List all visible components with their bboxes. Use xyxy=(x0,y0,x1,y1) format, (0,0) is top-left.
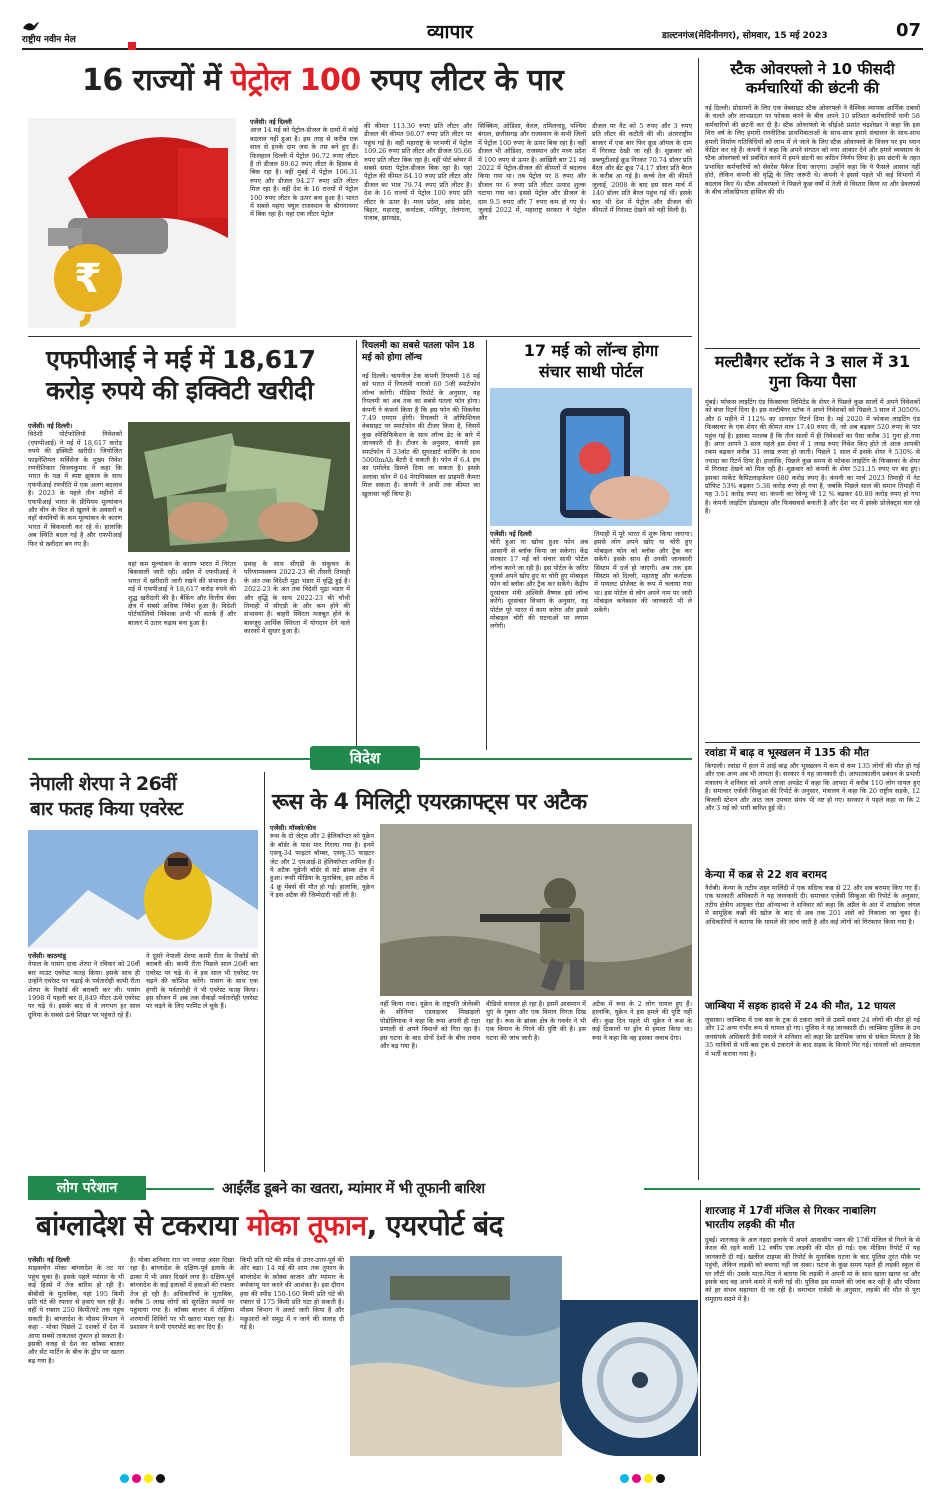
mocha-headline: बांग्लादेश से टकराया मोका तूफान, एयरपोर्ट बंद xyxy=(36,1209,504,1242)
sharjah-body: दुबई। शारजाह के अल नहदा इलाके में अपने आवासीय भवन की 17वीं मंजिल से गिरने के से केरल की रहने वाली 12 वर्षीय एक लड़की की मौत हो गई। एक मीडिया रिपोर्ट में यह जानकारी दी गई। खलीज टाइम्स की रिपोर्ट के मुताबिक घटना के बाद पुलिस तुरंत मौके पर पहुंची, लेकिन लड़की को बचाया नहीं जा सका। घटना के कुछ समय पहले ही लड़की स्कूल से घर लौटी थी। उसके माता-पिता ने बताया कि लड़की ने अपनी मां के साथ खाना खाया था और इसके बाद वह अपने कमरे में चली गई थी। पुलिस इस मामले की जांच कर रही है और परिवार को हर संभव सहायता दी जा रही है। समाचार एजेंसी के अनुसार, लड़की की मौत से पूरा समुदाय सदमे में है। xyxy=(705,1236,920,1303)
soldier-image xyxy=(380,824,692,996)
kenya-body: नैरोबी। केन्या के तटीय शहर मालिंदी में एक संदिग्ध कब्र से 22 और शव बरामद किए गए हैं। एक सरकारी अधिकारी ने यह जानकारी दी। समाचार एजेंसी सिन्हुआ की रिपोर्ट के अनुसार, तटीय क्षेत्रीय आयुक्त रोडा ओन्यान्चा ने शनिवार को कहा कि अप्रैल के अंत में शाखोला जंगल में सामूहिक कब्रों की खोज के बाद से अब तक 201 शवों को निकाला जा चुका है। अधिकारियों ने बताया कि मामले की जांच जारी है और कई लोगों को गिरफ्तार किया गया है। xyxy=(705,884,920,926)
videsh-label-text: विदेश xyxy=(349,749,381,767)
sharjah-divider xyxy=(700,1200,701,1456)
fpi-col-3: प्रवाह के साथ सीएडी के संकुचन के परिणामस्वरूप 2022-23 की तीसरी तिमाही के अंत तक विदेशी मुद्रा भंडार में वृद्धि हुई है। 2022-23 के अंत तक विदेशी मुद्रा भंडार में और वृद्धि के साथ 2022-23 की चौथी तिमाही में सीएडी के और कम होने की संभावना है। बाहरी स्थिरता मजबूत होने के बावजूद आर्थिक स्थिरता में योगदान देने वाले कारकों में सुधार हुआ है। xyxy=(244,560,350,636)
printer-color-marks-right xyxy=(620,1468,668,1487)
masthead xyxy=(22,18,922,48)
realme-divider-right xyxy=(486,340,487,750)
nepali-col-2: ने दूसरे नेपाली शेरपा कामी रीता के रिकॉर्ड की बराबरी की। कामी रीता पिछले साल 26वीं बार एवरेस्ट पर चढ़े थे। वे इस साल भी एवरेस्ट पर चढ़ने की कोशिश करेंगे। पासंग के साथ एक हंगरी के पर्वतारोही ने भी एवरेस्ट फतह किया। इस सीजन में अब तक सैकड़ों पर्वतारोही एवरेस्ट पर चढ़ने के लिए परमिट ले चुके हैं। xyxy=(146,952,258,1011)
zambia-headline: जाम्बिया में सड़क हादसे में 24 की मौत, 12 घायल xyxy=(705,1001,896,1012)
log-pareshan-label-text: लोग परेशान xyxy=(56,1180,118,1196)
masthead-red-accent xyxy=(128,42,136,50)
nepali-col-1: एजेंसी। काठमांडू नेपाल के पासंग दावा शेरपा ने रविवार को 26वीं बार माउंट एवरेस्ट फतह किया। इसके साथ ही उन्होंने एवरेस्ट पर चढ़ाई के पर्वतारोही कामी रीता शेरपा के रिकॉर्ड की बराबरी कर ली। पासंग 1998 में पहली बार 8,849 मीटर ऊंचे एवरेस्ट पर चढ़े थे। इसके बाद से वे लगभग हर साल दुनिया के सबसे ऊंचे शिखर पर पहुंचते रहे हैं। xyxy=(28,952,140,1019)
zambia-body: लुसाका। जाम्बिया में एक बस के ट्रक से टकरा जाने से उसमें सवार 24 लोगों की मौत हो गई और 12 अन्य गंभीर रूप से घायल हो गए। पुलिस ने यह जानकारी दी। जाम्बिया पुलिस के उप जनसंपर्क अधिकारी डैनी मवाले ने शनिवार को कहा कि प्रारंभिक जांच से संकेत मिलता है कि 35 यात्रियों से भरी बस ट्रक से टकराने के बाद सड़क के किनारे गिर गई। घायलों को अस्पताल में भर्ती कराया गया है। xyxy=(705,1016,920,1058)
russia-col-2: नहीं किया गया। यूक्रेन के राष्ट्रपति जेलेंस्की के सीनियर एडवाइजर मिखाइलो पोडोलियाक ने कहा कि रूस अपनी ही रक्षा प्रणाली से अपने विमानों को गिरा रहा है। इस घटना के बाद दोनों देशों के बीच तनाव और बढ़ गया है। xyxy=(380,1000,480,1051)
mocha-col-2: है। मोका शनिवार रात भर ज्यादा असर दिखा रहा है। बांग्लादेश के दक्षिण-पूर्व इलाके के ढाका में भी असर दिखने लगा है। दक्षिण-पूर्व बांग्लादेश के कई इलाकों में हवाओं की रफ्तार तेज हो रही है। अधिकारियों के मुताबिक, करीब 5 लाख लोगों को सुरक्षित स्थानों पर पहुंचाया गया है। कॉक्स बाजार में रोहिंग्या शरणार्थी शिविरों पर भी खतरा मंडरा रहा है। प्रशासन ने सभी एयरपोर्ट बंद कर दिए हैं। xyxy=(130,1256,234,1332)
dateline: डाल्टनगंज(मेदिनीनगर), सोमवार, 15 मई 2023 xyxy=(662,31,828,41)
petrol-divider xyxy=(28,336,692,337)
petrol-headline: 16 राज्यों में पेट्रोल 100 रुपए लीटर के पार xyxy=(82,63,564,98)
russia-col-4: अटैक में रूस के 2 लोग घायल हुए हैं। हालांकि, यूक्रेन ने इस हमले की पुष्टि नहीं की। कुछ दिन पहले भी यूक्रेन ने रूस के कई ठिकानों पर ड्रोन से हमला किया था। रूस ने कहा कि वह इसका जवाब देगा। xyxy=(592,1000,692,1042)
sharjah-headline: शारजाह में 17वीं मंजिल से गिरकर नाबालिग भारतीय लड़की की मौत xyxy=(705,1205,876,1231)
fpi-col-2: वहां कम मूल्यांकन के कारण भारत में निरंतर बिकवाली जारी रही। अप्रैल में एफपीआई ने भारत में खरीदारी जारी रखने की संभावना है। मई में एफपीआई ने 18,617 करोड़ रुपये की शुद्ध खरीदारी की है। बैंकिंग और वित्तीय सेवा क्षेत्र में सबसे अधिक निवेश हुआ है। विदेशी पोर्टफोलियो निवेशक अभी भी सतर्क हैं और बाजार में उतार चढ़ाव बना हुआ है। xyxy=(128,560,236,627)
section-title: व्यापार xyxy=(427,21,473,43)
stack-overflow-body: नई दिल्ली। प्रोग्रामरों के लिए एक वेबसाइट स्टैक ओवरफ्लो ने वैश्विक व्यापक आर्थिक दबावों के चलते और लाभप्रदता पर फोकस करने के बीच अपने 10 प्रतिशत कर्मचारियों यानी 58 कर्मचारियों की छंटनी कर दी है। स्टैक ओवरफ्लो के सीईओ प्रशांत चंद्रशेखर ने कहा कि इस वित्त वर्ष के लिए हमारी रणनीतिक प्राथमिकताओं के साथ-साथ हमारे संचालन के साथ-साथ हमारी निर्माण गतिविधियों को लाभ में ले जाने के लिए स्टैक ओवरफ्लो के विजन पर हम ध्यान केंद्रित कर रहे हैं। कंपनी ने कहा कि अपने संगठन को नया आकार देने और हमारे व्यवसाय के स्टैक ओवरफ्लो को प्रबंधित करने में हमने छंटनी का कठिन निर्णय लिया है। इस छंटनी के तहत प्रभावित कर्मचारियों को सेवरेंस पैकेज दिया जाएगा। उन्होंने कहा कि ये फैसले आसान नहीं होते, लेकिन कंपनी की वृद्धि के लिए जरूरी थे। कंपनी ने इससे पहले भी कई विभागों में बदलाव किए थे। स्टैक ओवरफ्लो ने पिछले कुछ वर्षों में तेजी से विस्तार किया था और डेवलपर्स के बीच लोकप्रियता हासिल की थी। xyxy=(705,104,920,197)
realme-divider-left xyxy=(356,340,357,750)
kenya-headline: केन्या में कब्र से 22 शव बरामद xyxy=(705,869,827,881)
multibagger-divider xyxy=(705,742,920,743)
nepali-headline: नेपाली शेरपा ने 26वीं बार फतह किया एवरेस्ट xyxy=(30,773,183,820)
cyclone-satellite-image xyxy=(560,1300,698,1456)
russia-divider xyxy=(264,772,265,1172)
multibagger-headline: मल्टीबैगर स्टॉक ने 3 साल में 31 गुना किया पैसा xyxy=(714,352,911,391)
realme-body: नई दिल्ली। चायनीज टेक कंपनी रियलमी 18 मई को भारत में रियलमी नारजो 60 5जी स्मार्टफोन लॉन्च करेगी। मीडिया रिपोर्ट के अनुसार, यह रियलमी का अब तक का सबसे पतला फोन होगा। कंपनी ने कंफर्म किया है कि इस फोन की थिकनेस 7.49 एमएम होगी। रियलमी ने ऑफिशियल वेबसाइट पर स्मार्टफोन की टीजर किया है, जिसमें कुछ स्पेसिफिकेशन के साथ लॉन्च डेट के बारे में जानकारी दी है। टीजर के अनुसार, कंपनी इस स्मार्टफोन में 33वॉट की सुपरडार्ट चार्जिंग के साथ 5000mAh बैटरी दे सकती है। फोन में 6.4 इंच का एमोलेड डिस्प्ले दिया जा सकता है। इसके अलावा फोन में 64 मेगापिक्सल का प्राइमरी कैमरा मिल सकता है। कंपनी ने अभी तक कीमत का खुलासा नहीं किया है। xyxy=(362,372,480,498)
stack-divider xyxy=(705,348,920,349)
sanchar-phone-image xyxy=(490,388,692,526)
log-pareshan-kicker: आईलैंड डूबने का खतरा, म्यांमार में भी तूफानी बारिश xyxy=(222,1181,485,1197)
petrol-col-1: एजेंसी। नई दिल्ली आज 14 मई को पेट्रोल-डीजल के दामों में कोई बदलाव नहीं हुआ है। इस तरह से करीब एक साल से इनके दाम जस के तस बने हुए हैं। फिलहाल दिल्ली में पेट्रोल 96.72 रुपए लीटर है तो डीजल 89.62 रुपए लीटर के हिसाब से बिक रहा है। वहीं मुंबई में पेट्रोल 106.31 रुपए और डीजल 94.27 रुपए प्रति लीटर मिल रहा है। वहीं देश के 16 राज्यों में पेट्रोल 100 रुपए लीटर के ऊपर बना हुआ है। भारत में सबसे महंगा फ्यूल राजस्थान के श्रीगंगानगर में बिक रहा है। यहां एक लीटर पेट्रोल xyxy=(250,118,358,219)
sherpa-image xyxy=(28,830,258,948)
cyclone-beach-image xyxy=(350,1256,562,1456)
rwanda-body: किगाली। रवांडा में हाल में आई बाढ़ और भूस्खलन में कम से कम 135 लोगों की मौत हो गई और एक अन्य अब भी लापता है। सरकार ने यह जानकारी दी। आपातकालीन प्रबंधन के प्रभारी मंत्रालय ने शनिवार को अपने ताजा अपडेट में कहा कि आपदा में करीब 110 लोग घायल हुए हैं। समाचार एजेंसी सिन्हुआ की रिपोर्ट के अनुसार, मंत्रालय ने कहा कि 20 राष्ट्रीय सड़कें, 12 बिजली स्टेशन और आठ जल उपचार संयंत्र भी नष्ट हो गए। सरकार ने पहले कहा था कि 2 और 3 मई को भारी बारिश हुई थी। xyxy=(705,762,920,813)
petrol-col-4: डीजल पर वैट को 5 रुपए और 3 रुपए प्रति लीटर की कटौती की थी। अंतरराष्ट्रीय बाजार में एक बार फिर क्रूड ऑयल के दाम में गिरावट देखी जा रही है। शुक्रवार को डब्ल्यूटीआई क्रूड गिरकर 70.74 डॉलर प्रति बैरल और ब्रेंट क्रूड 74.17 डॉलर प्रति बैरल के करीब आ गई है। कच्चे तेल की कीमतें जुलाई, 2008 के बाद इस साल मार्च में 140 डॉलर प्रति बैरल पहुंच गई थीं। इसके बाद भी देश में पेट्रोल और डीजल की कीमतों में गिरावट देखने को नहीं मिली है। xyxy=(592,122,692,215)
videsh-label xyxy=(310,746,420,770)
right-column-divider xyxy=(698,58,699,1180)
rwanda-headline: रवांडा में बाढ़ व भूस्खलन में 135 की मौत xyxy=(705,747,870,759)
petrol-nozzle-image xyxy=(28,118,236,328)
masthead-rule xyxy=(22,48,923,50)
russia-col-1: एजेंसी। मॉस्को/कीव रूस के दो जेट्स और 2 हेलिकॉप्टर को यूक्रेन के बॉर्डर के पास मार गिराया गया है। इनमें एसयू-34 फाइटर बॉम्बर, एसयू-35 फाइटर जेट और 2 एमआई-8 हेलिकॉप्टर शामिल हैं। ये अटैक यूक्रेनी बॉर्डर से सटे ब्रांस्क क्षेत्र में हुआ। रूसी मीडिया के मुताबिक, इस अटैक में 4 क्रू मेंबर्स की मौत हो गई। हालांकि, यूक्रेन ने इस अटैक की जिम्मेदारी नहीं ली है। xyxy=(270,824,374,900)
russia-col-3: वीडियो वायरल हो रहा है। इसमें आसमान में धुएं के गुबार और एक विमान गिरता दिख रहा है। रूस के ब्रांस्क क्षेत्र के गवर्नर ने भी एक विमान के गिरने की पुष्टि की है। इस घटना की जांच जारी है। xyxy=(486,1000,586,1042)
sanchar-col-2: तिमाही में पूरे भारत में शुरू किया जाएगा। इससे लोग अपने खोए या चोरी हुए मोबाइल फोन को ब्लॉक और ट्रैक कर सकेंगे। इसके साथ ही उनकी जानकारी सिस्टम में दर्ज हो जाएगी। अब तक इस सिस्टम को दिल्ली, महाराष्ट्र और कर्नाटक में पायलट प्रोजेक्ट के रूप में चलाया गया था। इस पोर्टल से लोग अपने नाम पर जारी मोबाइल कनेक्शन की जानकारी भी ले सकेंगे। xyxy=(594,530,692,614)
log-pareshan-label xyxy=(28,1176,146,1200)
printer-color-marks-left xyxy=(120,1468,168,1487)
page-number: 07 xyxy=(896,20,922,41)
svg-text:₹: ₹ xyxy=(74,256,102,302)
russia-headline: रूस के 4 मिलिट्री एयरक्राफ्ट्स पर अटैक xyxy=(272,790,587,815)
fpi-headline: एफपीआई ने मई में 18,617 करोड़ रुपये की इक्विटी खरीदी xyxy=(46,345,316,405)
realme-headline: रियलमी का सबसे पतला फोन 18 मई को होगा लॉन्च xyxy=(362,341,475,363)
fpi-col-1: एजेंसी। नई दिल्ली। विदेशी पोर्टफोलियो निवेशकों (एफपीआई) ने मई में 18,617 करोड़ रुपये की इक्विटी खरीदी। जियोजित फाइनेंशियल सर्विसेज के मुख्य निवेश रणनीतिकार विजयकुमार ने कहा कि भारत के पक्ष में स्पष्ट झुकाव के साथ एफपीआई रणनीति में एक अलग बदलाव है। 2023 के पहले तीन महीनों में एफपीआई भारत के प्रीमियम मूल्यांकन और चीन के फिर से खुलने के अवसरों व वहाँ कंपनियों के कम मूल्यांकन के कारण भारत में बिकवाली कर रहे थे। हालांकि अब स्थिति बदल गई है और एफपीआई फिर से खरीदार बन गए हैं। xyxy=(28,422,122,548)
bird-logo-icon xyxy=(22,20,40,32)
sanchar-col-1: एजेंसी। नई दिल्ली चोरी हुआ या खोया हुआ फोन अब आसानी से ब्लॉक किया जा सकेगा। केंद्र सरकार 17 मई को संचार साथी पोर्टल लॉन्च करने जा रही है। इस पोर्टल के जरिए यूजर्स अपने खोए हुए या चोरी हुए मोबाइल फोन को ब्लॉक और ट्रैक कर सकेंगे। केंद्रीय दूरसंचार मंत्री अश्विनी वैष्णव इसे लॉन्च करेंगे। दूरसंचार विभाग के अनुसार, यह पोर्टल पूरे भारत में काम करेगा और इससे मोबाइल चोरी की घटनाओं पर लगाम लगेगी। xyxy=(490,530,588,631)
fpi-money-image xyxy=(128,422,350,552)
stack-overflow-headline: स्टैक ओवरफ्लो ने 10 फीसदी कर्मचारियों की छंटनी की xyxy=(730,60,895,97)
paper-name: राष्ट्रीय नवीन मेल xyxy=(22,35,76,45)
mocha-col-1: एजेंसी। नई दिल्ली साइक्लोन मोका बांग्लादेश के तट पर पहुंच चुका है। इसके पहले म्यांमार के भी कई हिस्से में तेज बारिश हो रही है। बीबीसी के मुताबिक, यहां 195 किमी प्रति घंटे की रफ्तार से हवाएं चल रही हैं। वहीं ये रफ्तार 250 किमी/घंटे तक पहुंच सकती है। बांग्लादेश के मौसम विभाग ने कहा - मोका पिछले 2 दशकों में देश में आया सबसे ताकतवर तूफान हो सकता है। इसकी वजह से देश का कॉक्स बाजार और सेंट मार्टिन के बीच के द्वीप पर खतरा बढ़ गया है। xyxy=(28,1256,124,1365)
petrol-col-3: सिक्किम, ओडिशा, केरल, तमिलनाडु, पश्चिम बंगाल, छत्तीसगढ़ और राजस्थान के सभी जिलों में पेट्रोल 100 रुपए के ऊपर बिक रहा है। वहीं डीजल भी ओडिशा, राजस्थान और मध्य प्रदेश में 100 रुपए से ऊपर है। आखिरी बार 21 मई 2022 में पेट्रोल-डीजल की कीमतों में बदलाव किया गया था। तब पेट्रोल पर 8 रुपए और डीजल पर 6 रुपए प्रति लीटर उत्पाद शुल्क घटाया गया था। इससे पेट्रोल और डीजल के दाम 9.5 रुपए और 7 रुपए कम हो गए थे। जुलाई 2022 में, महाराष्ट्र सरकार ने पेट्रोल और xyxy=(478,122,586,223)
mocha-col-3: किमी प्रति घंटे की स्पीड से उत्तर-उत्तर-पूर्व की ओर बढ़ा। 14 मई की शाम तक तूफान के बांग्लादेश के कॉक्स बाजार और म्यांमार के क्योकप्यू पार करने की आशंका है। इस दौरान हवा की स्पीड 150-160 किमी प्रति घंटे की रफ्तार से 175 किमी प्रति घंटा हो सकती है। मौसम विभाग ने अलर्ट जारी किया है और मछुआरों को समुद्र में न जाने की सलाह दी गई है। xyxy=(240,1256,344,1332)
multibagger-body: मुंबई। फोकस लाइटिंग एंड फिक्सचर लिमिटेड के शेयर ने पिछले कुछ सालों में अपने निवेशकों को बंपर रिटर्न दिया है। इस मल्टीबैगर स्टॉक ने अपने निवेशकों को पिछले 3 साल में 3050% और 6 महीने में 112% का शानदार रिटर्न दिया है। मई 2020 में फोकस लाइटिंग एंड फिक्सचर के एक शेयर की कीमत मात्र 17.40 रुपए थी, जो अब बढ़कर 520 रुपए के पार पहुंच गई है। इसका मतलब है कि तीन सालों में ही निवेशकों का पैसा करीब 31 गुना हो गया है। अगर आपने 3 साल पहले इस शेयर में 1 लाख रुपए निवेश किए होते तो आज आपकी रकम बढ़कर करीब 31 लाख रुपए हो जाती। पिछले 1 साल में इसके शेयर ने 530% से ज्यादा का रिटर्न दिया है। हालांकि, पिछले कुछ समय से फोकस लाइटिंग के फिक्सचर के शेयर में गिरावट देखने को मिल रही है। शुक्रवार को कंपनी के शेयर 521.15 रुपए पर बंद हुए। इसका मार्केट कैपिटलाइजेशन 680 करोड़ रुपए है। कंपनी का मार्च 2023 तिमाही में नेट प्रॉफिट 53% बढ़कर 5.38 करोड़ रुपए हो गया है, जबकि पिछले साल की समान तिमाही में यह 3.51 करोड़ रुपए था। कंपनी का रेवेन्यू भी 12 % बढ़कर 40.89 करोड़ रुपए हो गया है। कंपनी लाइटिंग प्रोडक्ट्स और फिक्सचर्स बनाती है और देश भर में इसके प्रोजेक्ट्स चल रहे हैं। xyxy=(705,398,920,516)
petrol-col-2: की कीमत 113.30 रुपए प्रति लीटर और डीजल की कीमत 98.07 रुपए प्रति लीटर पर पहुंच गई है। वहीं महाराष्ट्र के परभणी में पेट्रोल 109.26 रुपए प्रति लीटर और डीजल 95.66 रुपए प्रति लीटर बिक रहा है। वहीं पोर्ट ब्लेयर में सबसे सस्ता पेट्रोल-डीजल बिक रहा है। यहां पेट्रोल की कीमत 84.10 रुपए प्रति लीटर और डीजल का भाव 79.74 रुपए प्रति लीटर है। देश के 16 राज्यों में पेट्रोल 100 रुपए प्रति लीटर के ऊपर है। मध्य प्रदेश, आंध्र प्रदेश, बिहार, महाराष्ट्र, कर्नाटक, मणिपुर, तेलंगाना, पंजाब, झारखंड, xyxy=(364,122,472,223)
sanchar-headline: 17 मई को लॉन्च होगा संचार साथी पोर्टल xyxy=(523,341,659,381)
